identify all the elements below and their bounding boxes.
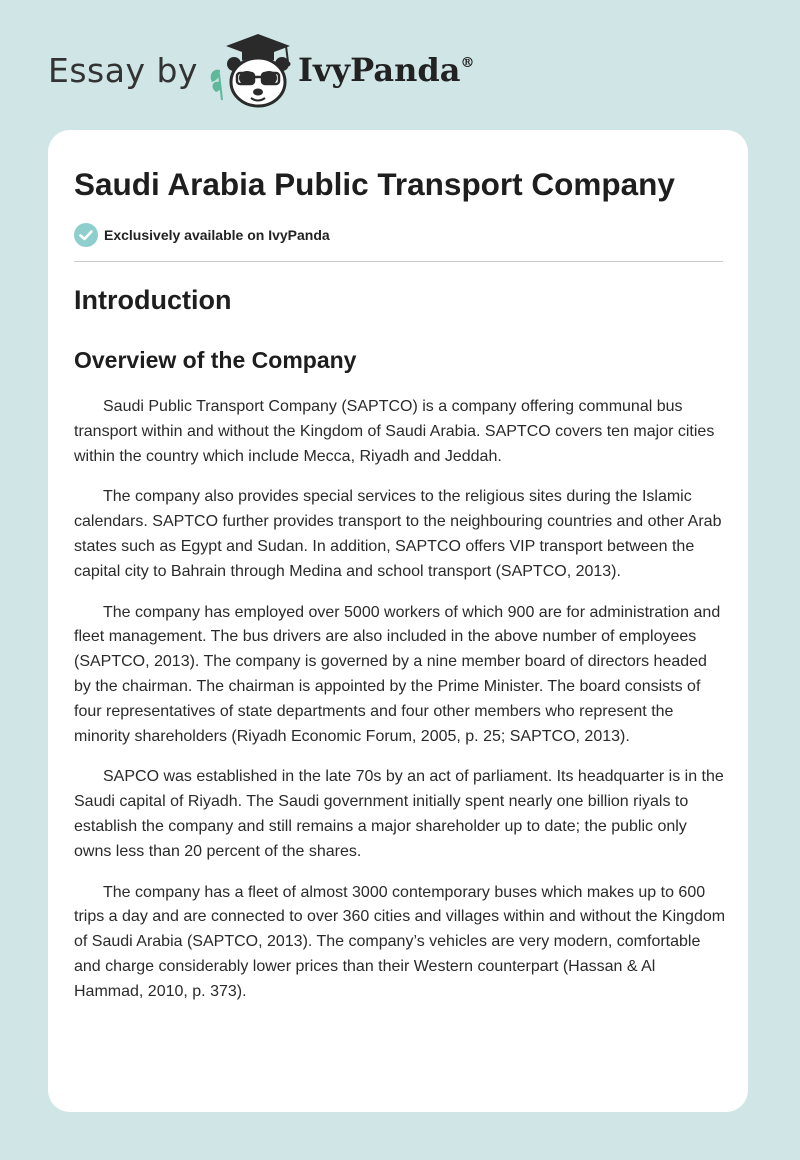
divider	[74, 261, 723, 262]
paragraph: The company also provides special services to the religious sites during the Islamic calendars. SAPTCO further provides transport to the neighbouring countries and other Arab states such as Egypt and Sudan. In addition, SAPTCO offers VIP transport between the capital city to Bahrain through Medina and school transport (SAPTCO, 2013).	[74, 488, 722, 580]
page-title: Saudi Arabia Public Transport Company	[74, 166, 675, 202]
check-circle-icon	[74, 223, 98, 247]
subsection-heading: Overview of the Company	[74, 347, 357, 373]
registered-mark: ®	[460, 55, 475, 71]
exclusive-badge	[74, 223, 330, 247]
article-body	[74, 395, 726, 1021]
exclusive-label: Exclusively available on IvyPanda	[104, 227, 330, 243]
paragraph: The company has a fleet of almost 3000 contemporary buses which makes up to 600 trips a day and are connected to over 360 cities and villages within and without the Kingdom of Saudi Arabia (SAPTCO, 2013). The company’s vehicles are very modern, comfortable and charge considerably lower prices than their Western counterpart (Hassan & Al Hammad, 2010, p. 373).	[74, 883, 726, 1000]
panda-graduate-icon[interactable]	[206, 30, 296, 110]
paragraph: The company has employed over 5000 workers of which 900 are for administration and fleet management. The bus drivers are also included in the above number of employees (SAPTCO, 2013). The company is governed by a nine member board of directors headed by the chairman. The chairman is appointed by the Prime Minister. The board consists of four representatives of state departments and four other members who represent the minority shareholders (Riyadh Economic Forum, 2005, p. 25; SAPTCO, 2013).	[74, 603, 721, 745]
site-header	[48, 30, 748, 110]
essay-card	[48, 130, 748, 1112]
essay-by-label: Essay by	[48, 50, 198, 90]
section-heading: Introduction	[74, 285, 232, 315]
paragraph: Saudi Public Transport Company (SAPTCO) is a company offering communal bus transport within and without the Kingdom of Saudi Arabia. SAPTCO covers ten major cities within the country which include Mecca, Riyadh and Jeddah.	[74, 398, 715, 465]
brand-name[interactable]: IvyPanda®	[297, 51, 475, 89]
paragraph: SAPCO was established in the late 70s by an act of parliament. Its headquarter is in the Saudi capital of Riyadh. The Saudi government initially spent nearly one billion riyals to establish the company and still remains a major shareholder up to date; the public only owns less than 20 percent of the shares.	[74, 768, 724, 860]
